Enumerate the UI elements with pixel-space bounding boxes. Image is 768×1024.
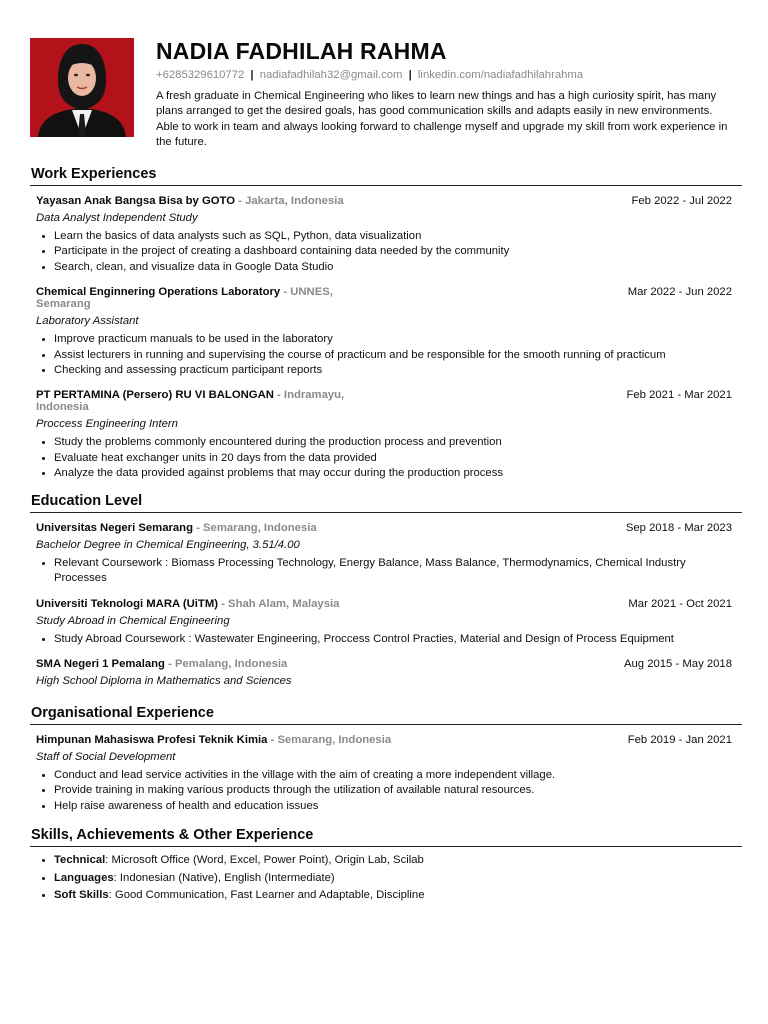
phone-number: +6285329610772 — [156, 69, 245, 81]
contact-line — [156, 68, 736, 82]
contact-separator: | — [408, 69, 412, 81]
role-title: Proccess Engineering Intern — [36, 418, 178, 431]
degree-title: High School Diploma in Mathematics and Sciences — [36, 675, 292, 688]
section-title: Organisational Experience — [30, 705, 742, 725]
list-item: • Search, clean, and visualize data in Google Data Studio — [54, 260, 732, 275]
skills-list — [36, 852, 732, 905]
education-entry — [30, 658, 742, 688]
list-item: • Conduct and lead service activities in the village with the aim of creating a more independent village. — [54, 768, 732, 783]
skills-section — [30, 827, 742, 905]
coursework-list — [36, 556, 732, 587]
list-item: • Improve practicum manuals to be used in the laboratory — [54, 332, 732, 347]
work-entry — [30, 286, 742, 378]
date-range: Mar 2021 - Oct 2021 — [628, 597, 732, 610]
date-range: Sep 2018 - Mar 2023 — [625, 522, 732, 534]
date-range: Feb 2022 - Jul 2022 — [631, 195, 732, 207]
organization-name: Yayasan Anak Bangsa Bisa by GOTO — [36, 195, 236, 207]
list-item: • Learn the basics of data analysts such as SQL, Python, data visualization — [54, 229, 732, 244]
skill-text: : Microsoft Office (Word, Excel, Power Point), Origin Lab, Scilab — [105, 854, 424, 866]
linkedin-url: linkedin.com/nadiafadhilahrahma — [417, 69, 584, 81]
responsibility-list — [36, 768, 732, 814]
role-title: Staff of Social Development — [36, 751, 176, 763]
location: - Semarang, Indonesia — [192, 522, 317, 534]
responsibility-list — [36, 332, 732, 378]
work-experience-section — [30, 166, 742, 482]
responsibility-list — [36, 229, 732, 275]
institution-name: Universiti Teknologi MARA (UiTM) — [36, 597, 219, 610]
education-section — [30, 493, 742, 688]
role-title: Data Analyst Independent Study — [36, 212, 198, 224]
work-entry — [30, 389, 742, 481]
section-title: Skills, Achievements & Other Experience — [30, 827, 742, 847]
education-entry — [30, 598, 742, 647]
section-title: Work Experiences — [30, 166, 742, 186]
skill-item — [54, 870, 732, 888]
skill-item — [54, 887, 732, 905]
education-entry — [30, 522, 742, 587]
institution-name: Universitas Negeri Semarang — [36, 522, 193, 534]
profile-photo-illustration — [30, 38, 134, 137]
section-title: Education Level — [30, 493, 742, 513]
organization-name: PT PERTAMINA (Persero) RU VI BALONGAN — [36, 389, 274, 402]
coursework-list — [36, 632, 732, 647]
contact-separator: | — [250, 69, 254, 81]
organisational-experience-section — [30, 705, 742, 814]
list-item: • Assist lecturers in running and supervising the course of practicum and be responsible for the smooth running of practicum — [54, 348, 732, 363]
list-item: • Checking and assessing practicum participant reports — [54, 363, 732, 378]
responsibility-list — [36, 435, 732, 481]
location-continued: Semarang — [36, 298, 91, 311]
skill-item — [54, 852, 732, 870]
location: - Pemalang, Indonesia — [164, 658, 288, 671]
organization-name: Chemical Enginnering Operations Laboratory — [36, 286, 281, 299]
email-address: nadiafadhilah32@gmail.com — [259, 69, 403, 81]
skill-text: : Good Communication, Fast Learner and Adaptable, Discipline — [108, 889, 425, 902]
list-item: • Participate in the project of creating a dashboard containing data needed by the community — [54, 244, 732, 259]
location: - Semarang, Indonesia — [267, 734, 392, 746]
location: - Indramayu, — [273, 389, 345, 402]
role-title: Laboratory Assistant — [36, 315, 139, 328]
profile-summary: A fresh graduate in Chemical Engineering who likes to learn new things and has a high curiosity spirit, has many plans arranged to get the desired goals, has good communication skills and adapts easily in new environments. Able to work in team and always looking forward to challenge myself and upgrade my skill from work experience in the future. — [156, 90, 728, 149]
list-item: • Help raise awareness of health and education issues — [54, 799, 732, 814]
degree-title: Bachelor Degree in Chemical Engineering, 3.51/4.00 — [36, 539, 300, 551]
date-range: Feb 2019 - Jan 2021 — [627, 734, 732, 746]
skill-label: Soft Skills — [54, 889, 109, 902]
date-range: Mar 2022 - Jun 2022 — [627, 286, 732, 299]
institution-name: SMA Negeri 1 Pemalang — [36, 658, 165, 671]
location-continued: Indonesia — [36, 401, 89, 414]
list-item: • Provide training in making various products through the utilization of available natural resources. — [54, 783, 732, 798]
list-item: • Study Abroad Coursework : Wastewater Engineering, Proccess Control Practies, Material and Design of Process Equipment — [54, 632, 732, 647]
work-entry — [30, 195, 742, 275]
organization-name: Himpunan Mahasiswa Profesi Teknik Kimia — [36, 734, 268, 746]
list-item: • Analyze the data provided against problems that may occur during the production process — [54, 466, 732, 481]
skill-text: : Indonesian (Native), English (Intermediate) — [113, 871, 335, 884]
date-range: Aug 2015 - May 2018 — [623, 658, 732, 671]
profile-photo — [30, 38, 134, 137]
skill-label: Technical — [54, 854, 106, 866]
degree-title: Study Abroad in Chemical Engineering — [36, 614, 230, 627]
location: - UNNES, — [280, 286, 333, 299]
list-item: • Study the problems commonly encountered during the production process and prevention — [54, 435, 732, 450]
list-item: • Evaluate heat exchanger units in 20 days from the data provided — [54, 451, 732, 466]
location: - Jakarta, Indonesia — [235, 195, 344, 207]
candidate-name: NADIA FADHILAH RAHMA — [156, 38, 447, 64]
list-item: • Relevant Coursework : Biomass Processing Technology, Energy Balance, Mass Balance, Thermodynamics, Chemical Industry Processes — [54, 556, 732, 587]
date-range: Feb 2021 - Mar 2021 — [626, 389, 732, 402]
skill-label: Languages — [54, 871, 114, 884]
location: - Shah Alam, Malaysia — [218, 597, 340, 610]
organisation-entry — [30, 734, 742, 814]
